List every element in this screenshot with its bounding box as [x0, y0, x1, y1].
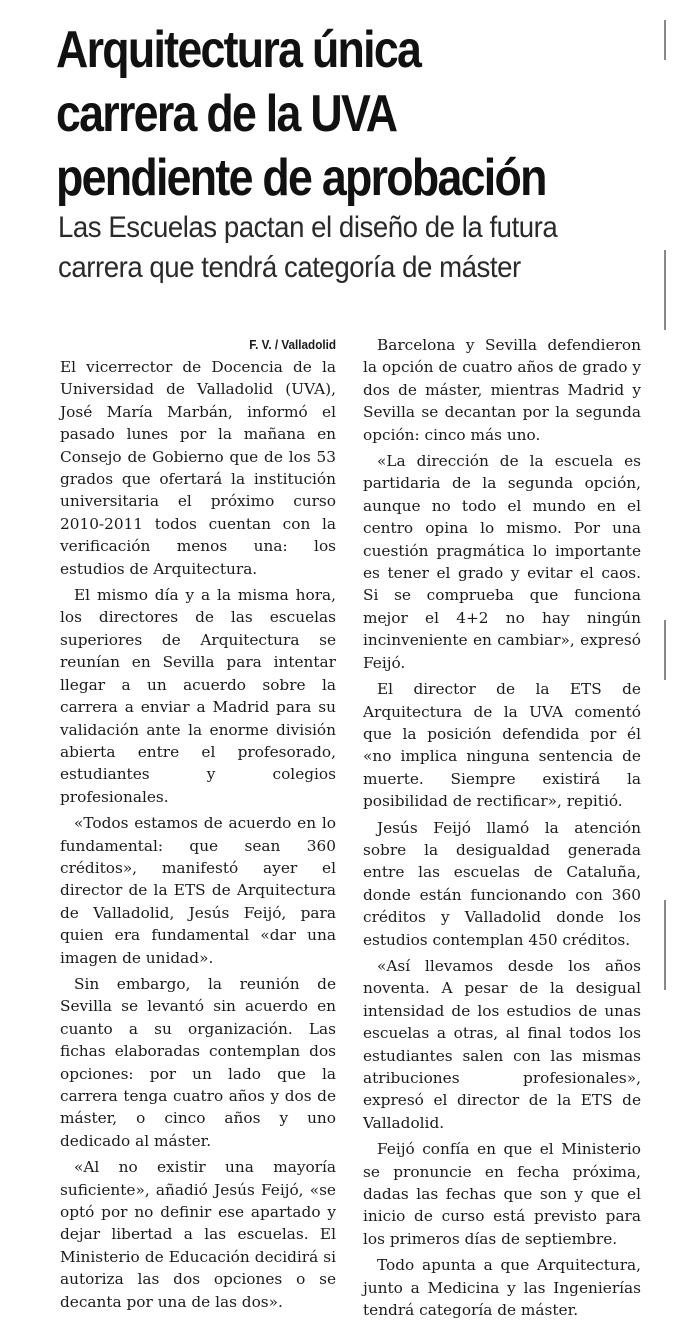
subheadline-line-2: carrera que tendrá categoría de máster — [58, 251, 521, 284]
headline-line-3: pendiente de aprobación — [56, 149, 546, 207]
column-rule — [664, 250, 666, 330]
headline — [56, 18, 572, 210]
headline-line-1: Arquitectura única — [56, 21, 421, 79]
paragraph: «Así llevamos desde los años noventa. A pesar de la desigual intensidad de los estudios de unas escuelas a otras, al final todos los estudiantes salen con las mismas atribuciones profesionales», expresó el director de la ETS de Valladolid. — [363, 956, 641, 1132]
subheadline — [58, 208, 610, 288]
article-column-right — [363, 334, 641, 1325]
byline: F. V. / Valladolid — [249, 337, 336, 352]
column-rule — [664, 620, 666, 680]
article-column-left — [60, 334, 336, 1317]
paragraph: «Al no existir una mayoría suficiente», añadió Jesús Feijó, «se optó por no definir ese apartado y dejar libertad a las escuelas. El Ministerio de Educación decidirá si autoriza las dos opciones o se decanta por una de las dos». — [60, 1158, 336, 1311]
paragraph: El director de la ETS de Arquitectura de la UVA comentó que la posición defendida por él «no implica ninguna sentencia de muerte. Siempre existirá la posibilidad de rectificar», repitió. — [363, 680, 641, 811]
paragraph: Feijó confía en que el Ministerio se pronuncie en fecha próxima, dadas las fechas que son y que el inicio de curso está previsto para los primeros días de septiembre. — [363, 1140, 641, 1248]
paragraph: El mismo día y a la misma hora, los directores de las escuelas superiores de Arquitectura se reunían en Sevilla para intentar llegar a un acuerdo sobre la carrera a enviar a Madrid para su validación ante la enorme división abierta entre el profesorado, estudiantes y colegios profesionales. — [60, 586, 336, 806]
headline-line-2: carrera de la UVA — [56, 85, 397, 143]
paragraph: «Todos estamos de acuerdo en lo fundamental: que sean 360 créditos», manifestó ayer el director de la ETS de Arquitectura de Valladolid, Jesús Feijó, para quien era fundamental «dar una imagen de unidad». — [60, 814, 336, 967]
paragraph: Sin embargo, la reunión de Sevilla se levantó sin acuerdo en cuanto a su organización. Las fichas elaboradas contemplan dos opciones: por un lado que la carrera tenga cuatro años y dos de máster, o cinco años y uno dedicado al máster. — [60, 974, 336, 1150]
subheadline-line-1: Las Escuelas pactan el diseño de la futura — [58, 211, 558, 244]
column-rule — [664, 900, 666, 990]
paragraph: El vicerrector de Docencia de la Universidad de Valladolid (UVA), José María Marbán, informó el pasado lunes por la mañana en Consejo de Gobierno que de los 53 grados que ofertará la institución universitaria el próximo curso 2010-2011 todos cuentan con la verificación menos una: los estudios de Arquitectura. — [60, 358, 336, 578]
paragraph: Jesús Feijó llamó la atención sobre la desigualdad generada entre las escuelas de Cataluña, donde están funcionando con 360 créditos y Valladolid donde los estudios contemplan 450 créditos. — [363, 818, 641, 949]
paragraph: Todo apunta a que Arquitectura, junto a Medicina y las Ingenierías tendrá categoría de máster. — [363, 1256, 641, 1320]
column-rule — [664, 20, 666, 60]
paragraph: «La dirección de la escuela es partidaria de la segunda opción, aunque no todo el mundo en el centro opina lo mismo. Por una cuestión pragmática lo importante es tener el grado y evitar el caos. Si se comprueba que funciona mejor el 4+2 no hay ningún incinveniente en cambiar», expresó Feijó. — [363, 452, 641, 672]
paragraph: Barcelona y Sevilla defendieron la opción de cuatro años de grado y dos de máster, mientras Madrid y Sevilla se decantan por la segunda opción: cinco más uno. — [363, 336, 641, 444]
